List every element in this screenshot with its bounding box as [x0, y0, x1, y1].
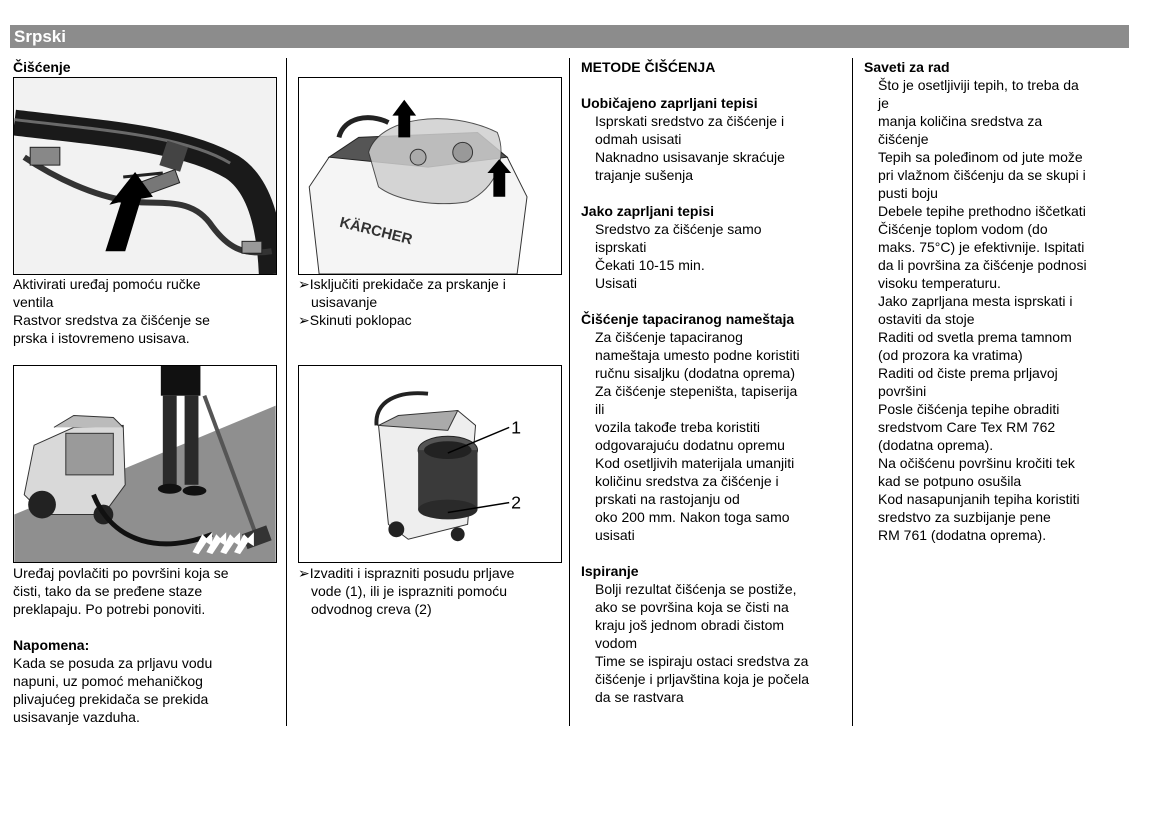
text-line: nameštaja umesto podne koristiti [595, 347, 800, 363]
text-line: (dodatna oprema). [878, 437, 994, 453]
text-line: Što je osetljiviji tepih, to treba da [878, 77, 1079, 93]
text-line: ili [595, 401, 605, 417]
photo-valve-handle-illustration [14, 78, 276, 274]
text-line: Kada se posuda za prljavu vodu [13, 655, 213, 671]
language-header: Srpski [10, 25, 1129, 48]
bullets-empty-tank [298, 564, 562, 618]
text-line: površini [878, 383, 927, 399]
text-line: ručnu sisaljku (dodatna oprema) [595, 365, 795, 381]
instruction-pull [13, 564, 277, 726]
section-title-methods: METODE ČIŠĆENJA [581, 59, 716, 75]
text-line: vodom [595, 635, 638, 651]
text-line: usisavanje vazduha. [13, 709, 140, 725]
column-divider [852, 58, 853, 726]
text-line: ako se površina koja se čisti na [595, 599, 789, 615]
text-line: maks. 75°C) je efektivnije. Ispitati [878, 239, 1085, 255]
brand-text: KÄRCHER [337, 214, 414, 249]
text-line: Rastvor sredstva za čišćenje se [13, 312, 210, 328]
text-line: vozila takođe treba koristiti [595, 419, 760, 435]
text-line: odmah usisati [595, 131, 682, 147]
column-work-tips [864, 58, 1126, 544]
text-line: Uređaj povlačiti po površini koja se [13, 565, 229, 581]
text-line: Tepih sa poleđinom od jute može [878, 149, 1083, 165]
instruction-activate [13, 275, 277, 347]
text-line: Čekati 10-15 min. [595, 257, 705, 273]
bullets-switch-off [298, 275, 562, 329]
text-line: količinu sredstva za čišćenje i [595, 473, 779, 489]
text-line: Kod nasapunjanih tepiha koristiti [878, 491, 1080, 507]
text-line: Bolji rezultat čišćenja se postiže, [595, 581, 797, 597]
text-line: manja količina sredstva za [878, 113, 1043, 129]
bullet-arrow-icon: ➢ [298, 276, 310, 292]
note-title: Napomena: [13, 637, 90, 653]
subheading-upholstery: Čišćenje tapaciranog nameštaja [581, 311, 795, 327]
text-line: Izvaditi i isprazniti posudu prljave [309, 565, 515, 581]
section-title-cleaning: Čišćenje [13, 59, 71, 75]
text-line: Aktivirati uređaj pomoću ručke [13, 276, 201, 292]
text-line: je [878, 95, 889, 111]
section-title-tips: Saveti za rad [864, 59, 950, 75]
text-line: vode (1), ili je isprazniti pomoću [311, 583, 508, 599]
column-divider [569, 58, 570, 726]
text-line: čišćenje [878, 131, 929, 147]
text-line: preklapaju. Po potrebi ponoviti. [13, 601, 206, 617]
column-divider [286, 58, 287, 726]
subheading-heavy-carpets: Jako zaprljani tepisi [581, 203, 715, 219]
photo-valve-handle [13, 77, 277, 275]
photo-remove-cover [298, 77, 562, 275]
text-line: pri vlažnom čišćenju da se skupi i [878, 167, 1086, 183]
photo-pulling-device [13, 365, 277, 563]
text-line: visoku temperaturu. [878, 275, 1001, 291]
text-line: ostaviti da stoje [878, 311, 975, 327]
text-line: RM 761 (dodatna oprema). [878, 527, 1047, 543]
text-line: Skinuti poklopac [309, 312, 412, 328]
photo-empty-tank-illustration [299, 366, 561, 562]
photo-remove-cover-illustration [299, 78, 561, 274]
subheading-rinsing: Ispiranje [581, 563, 639, 579]
photo-pulling-device-illustration [14, 366, 276, 562]
bullet-item [298, 275, 562, 311]
text-line: odgovarajuću dodatnu opremu [595, 437, 785, 453]
bullet-arrow-icon: ➢ [298, 312, 310, 328]
text-line: čisti, tako da se pređene staze [13, 583, 203, 599]
text-line: plivajućeg prekidača se prekida [13, 691, 209, 707]
bullet-item [298, 311, 562, 329]
text-line: kraju još jednom obradi čistom [595, 617, 785, 633]
callout-1: 1 [511, 417, 522, 438]
column-cleaning-methods [581, 58, 843, 706]
bullet-arrow-icon: ➢ [298, 565, 310, 581]
text-line: Time se ispiraju ostaci sredstva za [595, 653, 809, 669]
text-line: usisavanje [311, 294, 378, 310]
text-line: Kod osetljivih materijala umanjiti [595, 455, 795, 471]
photo-empty-tank [298, 365, 562, 563]
text-line: Debele tepihe prethodno iščetkati [878, 203, 1086, 219]
text-line: (od prozora ka vratima) [878, 347, 1023, 363]
text-line: da li površina za čišćenje podnosi [878, 257, 1087, 273]
text-line: napuni, uz pomoć mehaničkog [13, 673, 203, 689]
text-line: Čišćenje toplom vodom (do [878, 221, 1048, 237]
text-line: trajanje sušenja [595, 167, 694, 183]
text-line: Za čišćenje stepeništa, tapiserija [595, 383, 798, 399]
text-line: Jako zaprljana mesta isprskati i [878, 293, 1073, 309]
text-line: kad se potpuno osušila [878, 473, 1022, 489]
text-line: prskati na rastojanju od [595, 491, 740, 507]
text-line: da se rastvara [595, 689, 684, 705]
text-line: Naknadno usisavanje skraćuje [595, 149, 785, 165]
subheading-normal-carpets: Uobičajeno zaprljani tepisi [581, 95, 758, 111]
text-line: čišćenje i prljavština koja je počela [595, 671, 809, 687]
text-line: odvodnog creva (2) [311, 601, 432, 617]
text-line: Isključiti prekidače za prskanje i [309, 276, 506, 292]
text-line: Raditi od čiste prema prljavoj [878, 365, 1058, 381]
text-line: Na očišćenu površinu kročiti tek [878, 455, 1075, 471]
text-line: sredstvom Care Tex RM 762 [878, 419, 1056, 435]
column-cleaning [13, 58, 277, 76]
text-line: pusti boju [878, 185, 938, 201]
text-line: Za čišćenje tapaciranog [595, 329, 743, 345]
text-line: prska i istovremeno usisava. [13, 330, 190, 346]
bullet-item [298, 564, 562, 618]
text-line: Posle čišćenja tepihe obraditi [878, 401, 1060, 417]
text-line: Raditi od svetla prema tamnom [878, 329, 1072, 345]
text-line: Isprskati sredstvo za čišćenje i [595, 113, 785, 129]
callout-2: 2 [511, 492, 522, 513]
text-line: isprskati [595, 239, 647, 255]
text-line: oko 200 mm. Nakon toga samo [595, 509, 790, 525]
text-line: ventila [13, 294, 54, 310]
text-line: usisati [595, 527, 635, 543]
text-line: Usisati [595, 275, 638, 291]
text-line: sredstvo za suzbijanje pene [878, 509, 1051, 525]
text-line: Sredstvo za čišćenje samo [595, 221, 762, 237]
